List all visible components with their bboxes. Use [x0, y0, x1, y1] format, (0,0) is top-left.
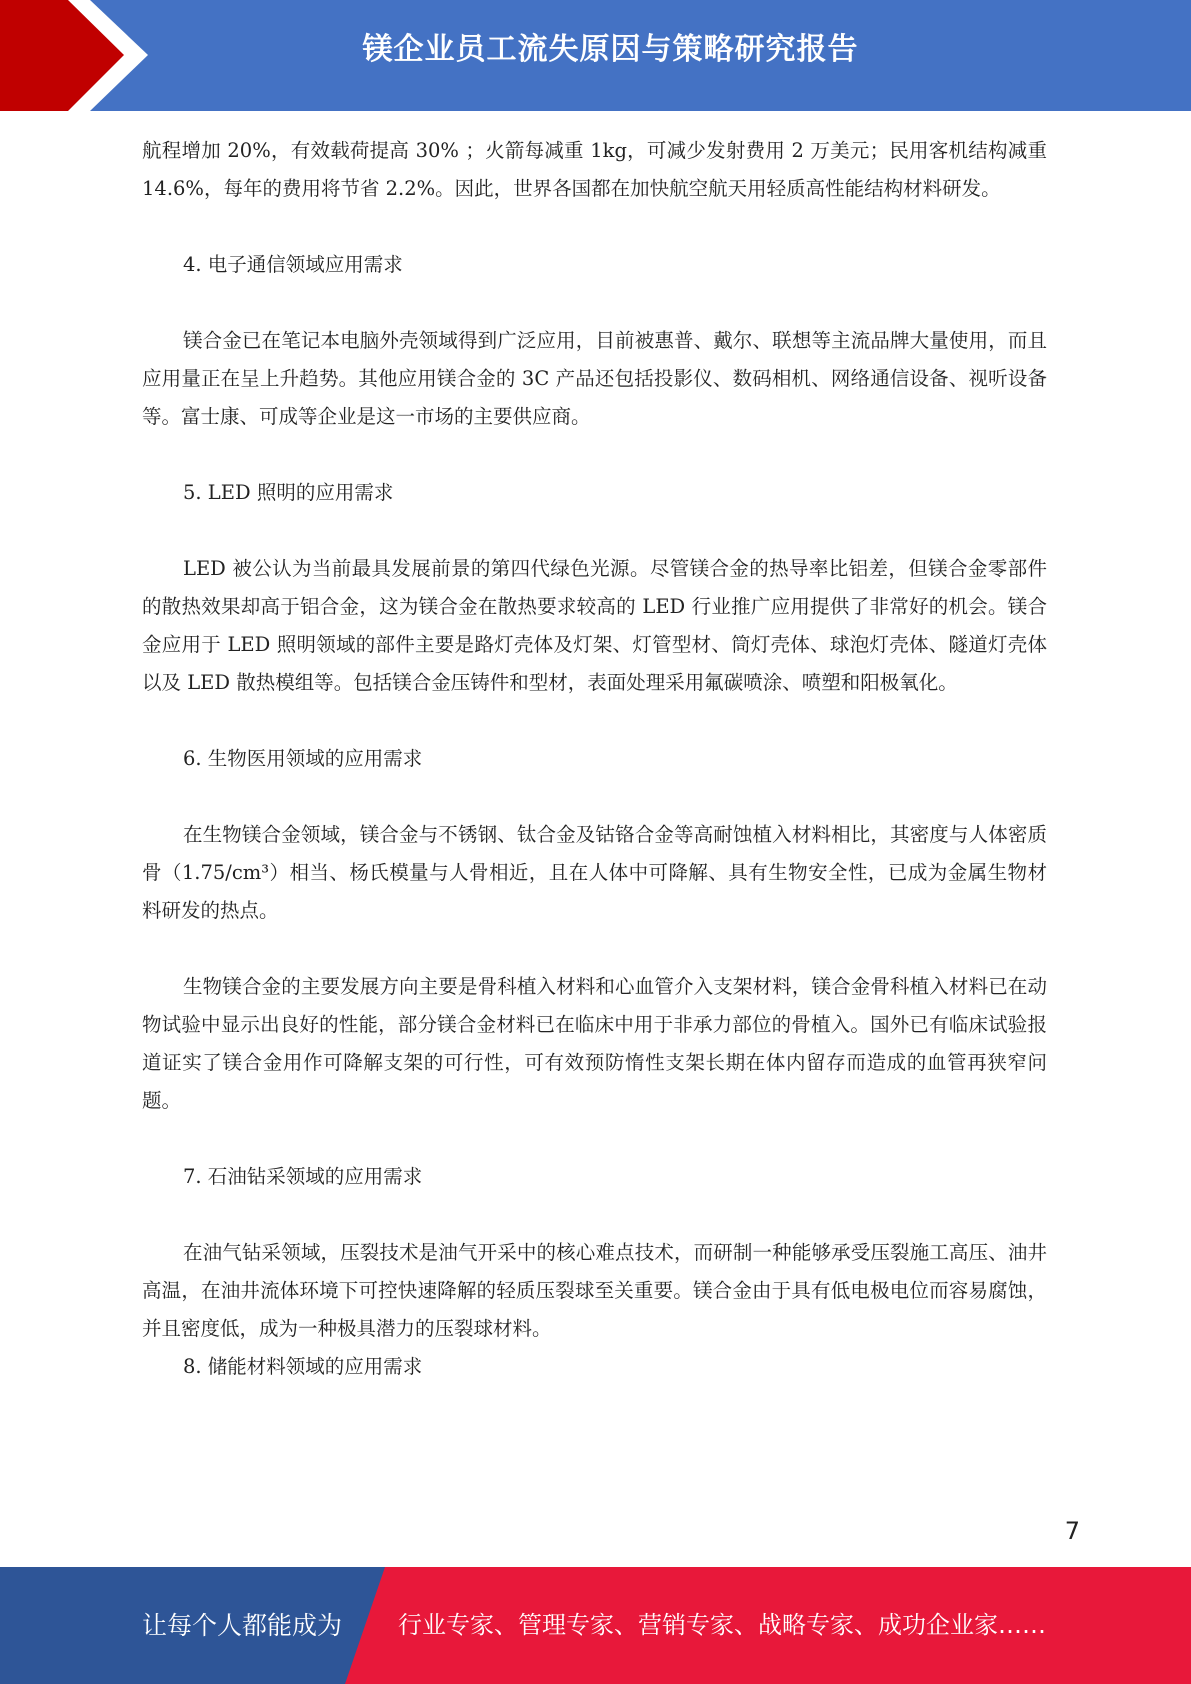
section-heading-4: 4. 电子通信领域应用需求	[183, 253, 403, 276]
paragraph-aerospace-continued: 航程增加 20%，有效载荷提高 30% ；火箭每减重 1kg，可减少发射费用 2 万美元；民用客机结构减重 14.6%，每年的费用将节省 2.2%。因此，世界各国都在加快航空航天用轻质高性能结构材料研发。	[142, 139, 1047, 200]
section-heading-5: 5. LED 照明的应用需求	[183, 481, 394, 504]
paragraph-biomedical-1: 在生物镁合金领域，镁合金与不锈钢、钛合金及钴铬合金等高耐蚀植入材料相比，其密度与人体密质骨（1.75/cm³）相当、杨氏模量与人骨相近，且在人体中可降解、具有生物安全性，已成为金属生物材料研发的热点。	[142, 823, 1047, 922]
section-heading-6: 6. 生物医用领域的应用需求	[183, 747, 423, 770]
section-heading-7: 7. 石油钻采领域的应用需求	[183, 1165, 423, 1188]
document-body	[142, 132, 1047, 1386]
paragraph-oil-drilling: 在油气钻采领域，压裂技术是油气开采中的核心难点技术，而研制一种能够承受压裂施工高压、油井高温，在油井流体环境下可控快速降解的轻质压裂球至关重要。镁合金由于具有低电极电位而容易腐蚀，并且密度低，成为一种极具潜力的压裂球材料。	[142, 1241, 1047, 1340]
page-footer	[0, 1567, 1191, 1684]
footer-slogan-right: 行业专家、管理专家、营销专家、战略专家、成功企业家……	[398, 1611, 1046, 1639]
paragraph-electronics: 镁合金已在笔记本电脑外壳领域得到广泛应用，目前被惠普、戴尔、联想等主流品牌大量使用，而且应用量正在呈上升趋势。其他应用镁合金的 3C 产品还包括投影仪、数码相机、网络通信设备、视听设备等。富士康、可成等企业是这一市场的主要供应商。	[142, 329, 1047, 428]
section-heading-8: 8. 储能材料领域的应用需求	[183, 1355, 423, 1378]
paragraph-led: LED 被公认为当前最具发展前景的第四代绿色光源。尽管镁合金的热导率比铝差，但镁合金零部件的散热效果却高于铝合金，这为镁合金在散热要求较高的 LED 行业推广应用提供了非常好的机会。镁合金应用于 LED 照明领域的部件主要是路灯壳体及灯架、灯管型材、筒灯壳体、球泡灯壳体、隧道灯壳体以及 LED 散热模组等。包括镁合金压铸件和型材，表面处理采用氟碳喷涂、喷塑和阳极氧化。	[142, 557, 1047, 694]
footer-slogan-left: 让每个人都能成为	[142, 1611, 343, 1640]
paragraph-biomedical-2: 生物镁合金的主要发展方向主要是骨科植入材料和心血管介入支架材料，镁合金骨科植入材料已在动物试验中显示出良好的性能，部分镁合金材料已在临床中用于非承力部位的骨植入。国外已有临床试验报道证实了镁合金用作可降解支架的可行性，可有效预防惰性支架长期在体内留存而造成的血管再狭窄问题。	[142, 975, 1047, 1112]
header-title: 镁企业员工流失原因与策略研究报告	[362, 32, 859, 67]
page-number: 7	[1064, 1517, 1080, 1545]
page-header	[0, 0, 1191, 111]
